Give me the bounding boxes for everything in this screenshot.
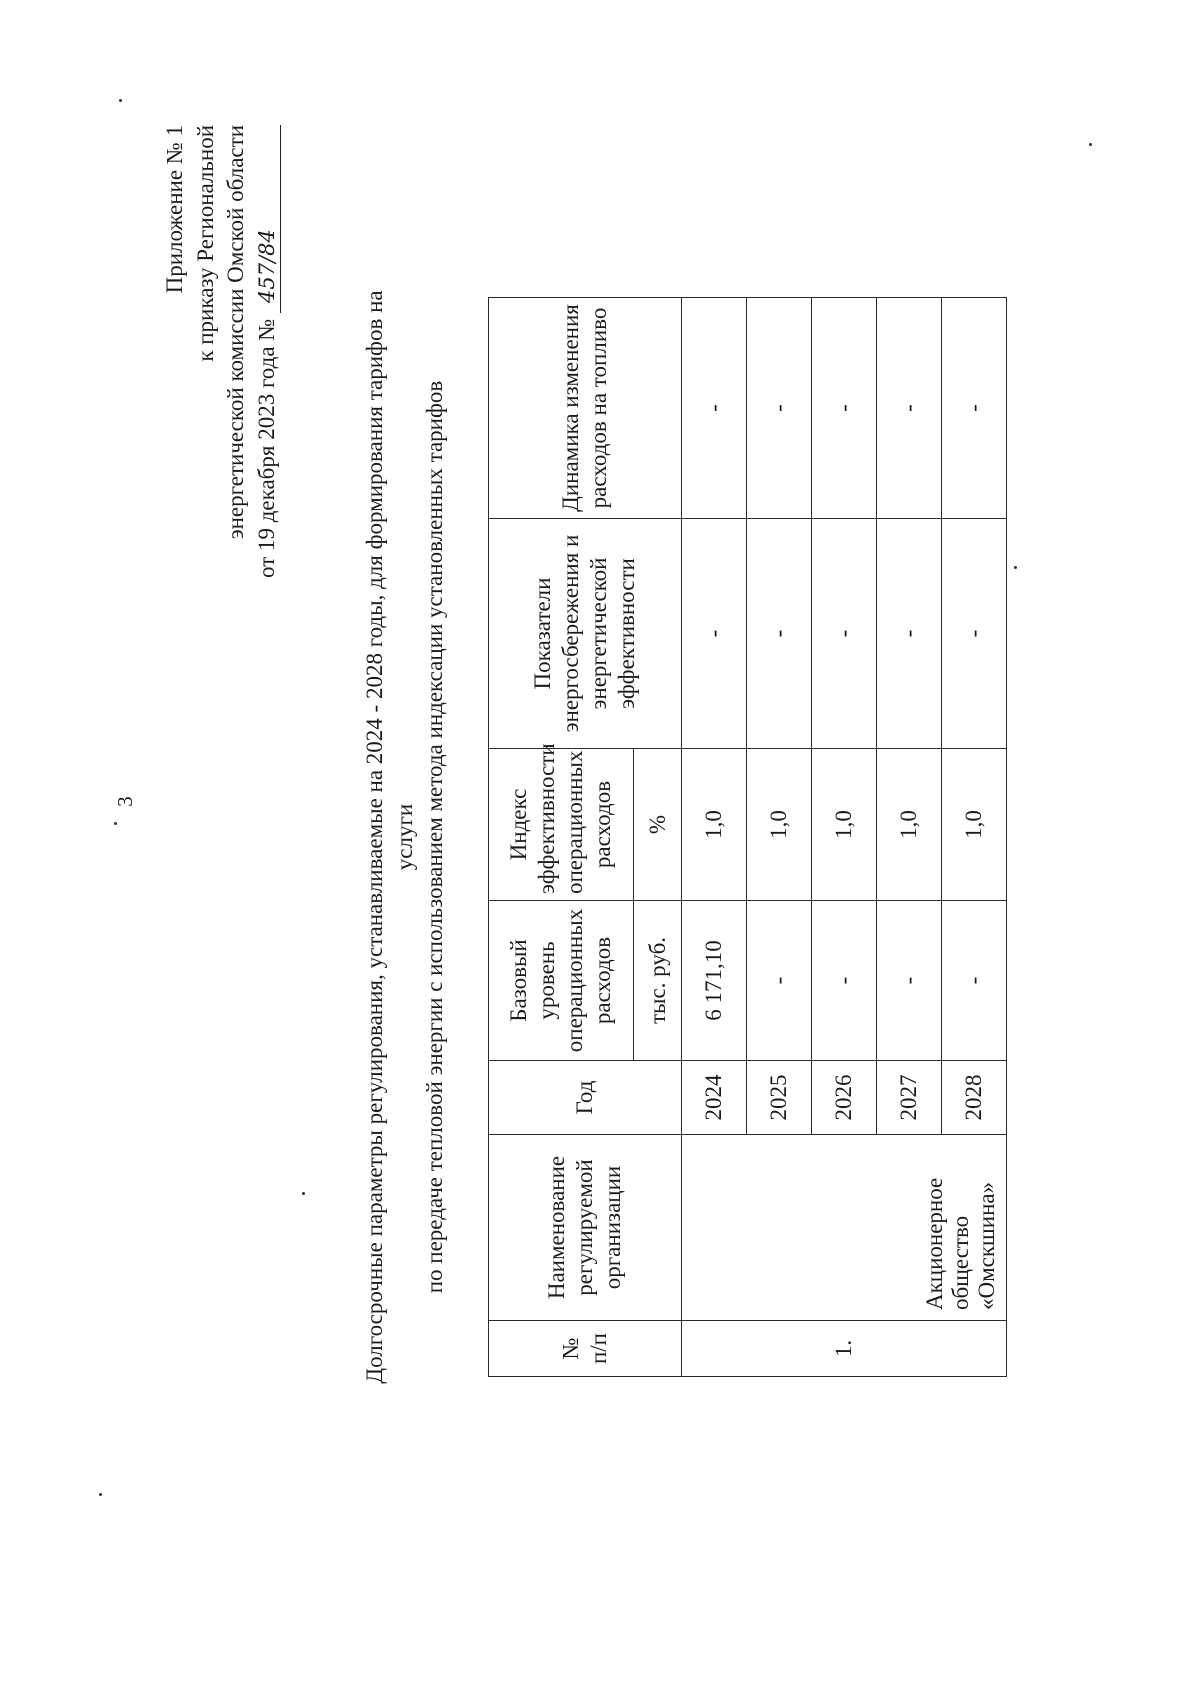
document-title bbox=[360, 277, 450, 1397]
cell-base: - bbox=[747, 901, 812, 1061]
appendix-commission: энергетической комиссии Омской области bbox=[223, 125, 248, 540]
cell-year: 2027 bbox=[877, 1061, 942, 1135]
appendix-title: Приложение № 1 bbox=[162, 125, 187, 294]
cell-fuel: - bbox=[747, 298, 812, 519]
cell-fuel: - bbox=[682, 298, 747, 519]
header-org: Наименование регулируемой организации bbox=[489, 1135, 682, 1321]
cell-year: 2024 bbox=[682, 1061, 747, 1135]
cell-base: - bbox=[812, 901, 877, 1061]
cell-energy: - bbox=[682, 519, 747, 749]
cell-fuel: - bbox=[812, 298, 877, 519]
parameters-table bbox=[488, 297, 1007, 1377]
header-year: Год bbox=[489, 1061, 682, 1135]
header-index: Индекс эффективности операционных расходов bbox=[489, 749, 634, 901]
header-num: № п/п bbox=[489, 1321, 682, 1377]
cell-year: 2025 bbox=[747, 1061, 812, 1135]
cell-index: 1,0 bbox=[877, 749, 942, 901]
row-number: 1. bbox=[682, 1321, 1007, 1377]
cell-base: - bbox=[877, 901, 942, 1061]
cell-fuel: - bbox=[877, 298, 942, 519]
title-line-1: Долгосрочные параметры регулирования, устанавливаемые на 2024 - 2028 годы, для формирования тарифов на услуги bbox=[362, 290, 417, 1384]
header-row bbox=[489, 298, 634, 1377]
cell-index: 1,0 bbox=[812, 749, 877, 901]
cell-energy: - bbox=[942, 519, 1007, 749]
appendix-order-ref: к приказу Региональной bbox=[192, 125, 218, 362]
appendix-block bbox=[160, 125, 282, 885]
title-line-2: по передаче тепловой энергии с использованием метода индексации установленных тарифов bbox=[422, 380, 447, 1294]
header-energy: Показатели энергосбережения и энергетической эффективности bbox=[489, 519, 682, 749]
cell-energy: - bbox=[877, 519, 942, 749]
organization-name: Акционерное общество «Омскшина» bbox=[682, 1135, 1007, 1321]
header-fuel: Динамика изменения расходов на топливо bbox=[489, 298, 682, 519]
table-row bbox=[682, 298, 747, 1377]
header-base: Базовый уровень операционных расходов bbox=[489, 901, 634, 1061]
unit-index: % bbox=[634, 749, 682, 901]
unit-base: тыс. руб. bbox=[634, 901, 682, 1061]
cell-index: 1,0 bbox=[942, 749, 1007, 901]
cell-energy: - bbox=[747, 519, 812, 749]
cell-base: - bbox=[942, 901, 1007, 1061]
cell-base: 6 171,10 bbox=[682, 901, 747, 1061]
order-number: 457/84 bbox=[254, 125, 281, 313]
cell-energy: - bbox=[812, 519, 877, 749]
cell-index: 1,0 bbox=[747, 749, 812, 901]
appendix-date: от 19 декабря 2023 года № bbox=[253, 318, 279, 579]
cell-index: 1,0 bbox=[682, 749, 747, 901]
page-number: 3 bbox=[112, 796, 137, 807]
cell-year: 2026 bbox=[812, 1061, 877, 1135]
cell-year: 2028 bbox=[942, 1061, 1007, 1135]
cell-fuel: - bbox=[942, 298, 1007, 519]
appendix-date-line bbox=[252, 125, 283, 885]
